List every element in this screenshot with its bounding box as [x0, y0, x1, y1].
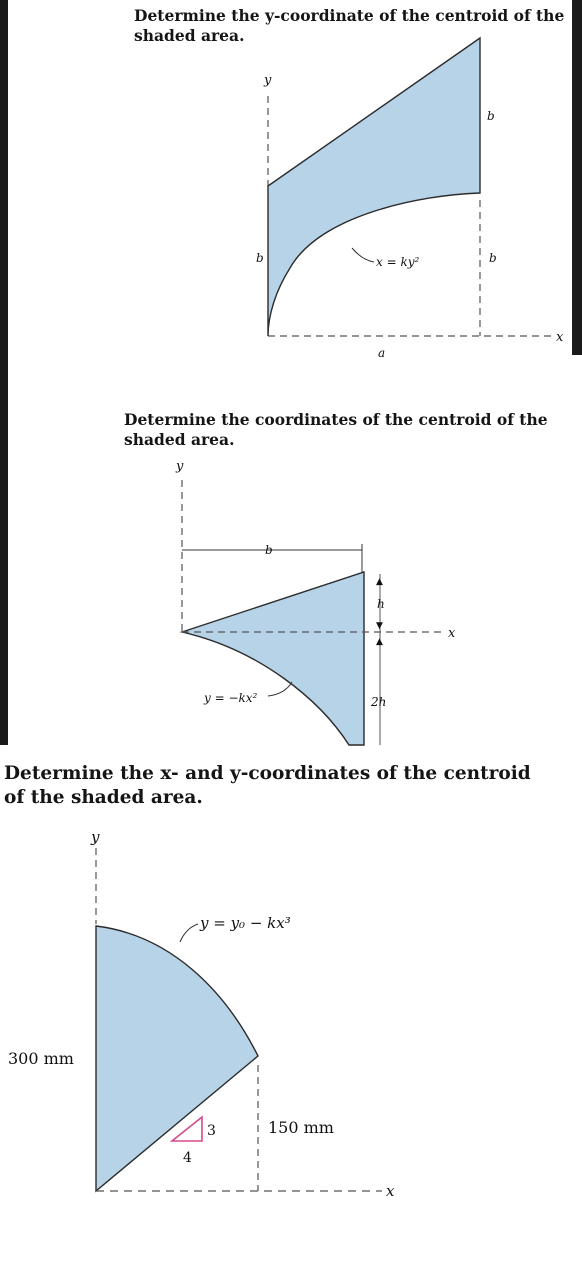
p3-y-label: y: [91, 828, 100, 846]
p1-b-left-label: b: [256, 251, 264, 265]
p2-b-label: b: [265, 543, 273, 557]
p2-curve-label: y = −kx²: [204, 691, 258, 705]
problem-3-prompt: [4, 762, 574, 809]
p1-y-label: y: [264, 73, 272, 88]
p3-x-label: x: [386, 1182, 395, 1200]
p3-shaded-area: [96, 926, 258, 1191]
problem-1-line-2: shaded area.: [134, 25, 245, 45]
p1-curve-leader: [352, 248, 374, 262]
problem-1-line-1: Determine the y-coordinate of the centroid of the: [134, 6, 565, 25]
p2-x-label: x: [448, 626, 456, 641]
p3-curve-label: y = y₀ − kx³: [200, 914, 291, 932]
p2-dim-arrow-mid-up: ▲: [376, 637, 383, 647]
p3-slope-rise-label: 3: [207, 1123, 216, 1139]
p1-a-label: a: [378, 346, 386, 360]
p1-curve-label: x = ky²: [376, 255, 420, 269]
problem-1-figure: [0, 0, 582, 370]
problem-2-line-1: Determine the coordinates of the centroid of the: [124, 410, 548, 429]
p3-150mm-label: 150 mm: [268, 1118, 334, 1137]
p3-slope-run-label: 4: [183, 1150, 192, 1166]
p3-curve-leader: [180, 924, 198, 942]
p3-300mm-label: 300 mm: [8, 1049, 74, 1068]
problem-2-prompt: [124, 410, 574, 450]
problem-3-figure: [0, 820, 582, 1220]
p1-x-label: x: [556, 330, 564, 345]
problem-3-line-1: Determine the x- and y-coordinates of the centroid: [4, 763, 531, 784]
p1-b-right-label: b: [489, 251, 497, 265]
p2-shaded-area: [182, 572, 364, 745]
p2-dim-arrow-up: ▲: [376, 577, 383, 587]
p2-y-label: y: [176, 459, 184, 474]
p2-curve-leader: [268, 682, 292, 696]
problem-3-line-2: of the shaded area.: [4, 786, 203, 808]
p2-2h-label: 2h: [371, 695, 387, 709]
p2-h-label: h: [377, 597, 385, 611]
problem-2-figure: [0, 450, 582, 750]
p2-dim-arrow-mid-down: ▼: [376, 621, 383, 631]
problem-2-line-2: shaded area.: [124, 429, 235, 449]
p1-shaded-area: [268, 38, 480, 336]
p1-b-top-label: b: [487, 109, 495, 123]
